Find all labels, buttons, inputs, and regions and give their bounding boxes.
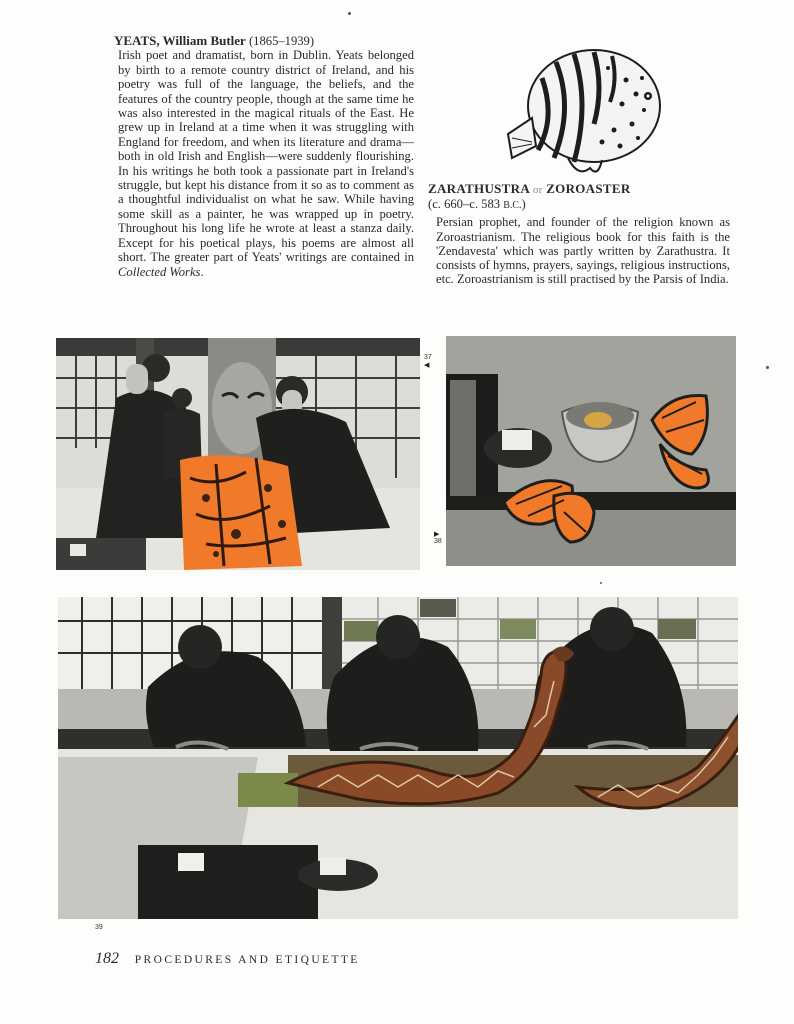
zarathustra-dates-prefix: (c. 660–c. 583: [428, 197, 504, 212]
tea-ceremony-photo: [56, 338, 420, 570]
page-footer: [95, 950, 360, 968]
yeats-body-text: Irish poet and dramatist, born in Dublin. Yeats belonged by birth to a remote country district of Ireland, and his poetry was full of the language, the beliefs, and the features of the country people, though at the same time he was also interested in the magical rituals of the East. He grew up in Ireland at a time when it was struggling with England for freedom, and when its literature and drama—both in old Irish and English—were suddenly flourishing. In his writings he both took a passionate part in Ireland's struggle, but kept his distance from it so as to comment as a thoughtful individualist on what he saw. While having some skill as a painter, he was wrapped up in poetry. Throughout his long life he wrote at least a stanza daily. Except for his poetical plays, his poems are almost all short. The greater part of Yeats' writings are contained in: [118, 48, 414, 265]
yeats-book-title: Collected Works: [118, 264, 201, 279]
zarathustra-dates-era: B.C.: [503, 200, 522, 212]
zarathustra-body: Persian prophet, and founder of the religion known as Zoroastrianism. The religious book for this faith is the 'Zendavesta' which was partly written by Zarathustra. It consists of hymns, prayers, sayings, religious instructions, etc. Zoroastrianism is still practised by the Parsis of India.: [436, 215, 730, 287]
plate-38-label: 38: [434, 538, 442, 545]
zarathustra-or: or: [532, 184, 543, 196]
zarathustra-heading: [428, 181, 631, 196]
bowls-and-butterfly-photo: [446, 336, 736, 566]
zarathustra-entry: [428, 182, 730, 286]
zarathustra-dates-suffix: ): [521, 197, 526, 212]
dust-speck: [766, 366, 769, 369]
dust-speck: [600, 582, 602, 584]
yeats-body: [114, 48, 414, 279]
zoroaster-name: ZOROASTER: [546, 181, 631, 196]
yeats-entry: [114, 34, 414, 279]
right-triangle-icon: ▶: [434, 531, 440, 538]
yeats-body-end: .: [200, 264, 204, 279]
page-number: 182: [95, 950, 119, 967]
yeats-heading: YEATS, William Butler: [114, 33, 246, 48]
plate-number-38: [434, 530, 442, 545]
plate-37-label: 37: [424, 354, 432, 361]
dust-speck: [348, 12, 351, 15]
plate-number-39: 39: [95, 924, 103, 931]
yeats-dates: (1865–1939): [248, 34, 315, 48]
zarathustra-name: ZARATHUSTRA: [428, 181, 530, 196]
plate-number-37: [424, 354, 432, 369]
bowing-figures-snake-photo: [58, 597, 738, 919]
pufferfish-illustration: [498, 38, 668, 183]
left-triangle-icon: ◀: [424, 362, 430, 369]
running-head: PROCEDURES AND ETIQUETTE: [134, 954, 360, 966]
zarathustra-dates: [428, 197, 730, 213]
